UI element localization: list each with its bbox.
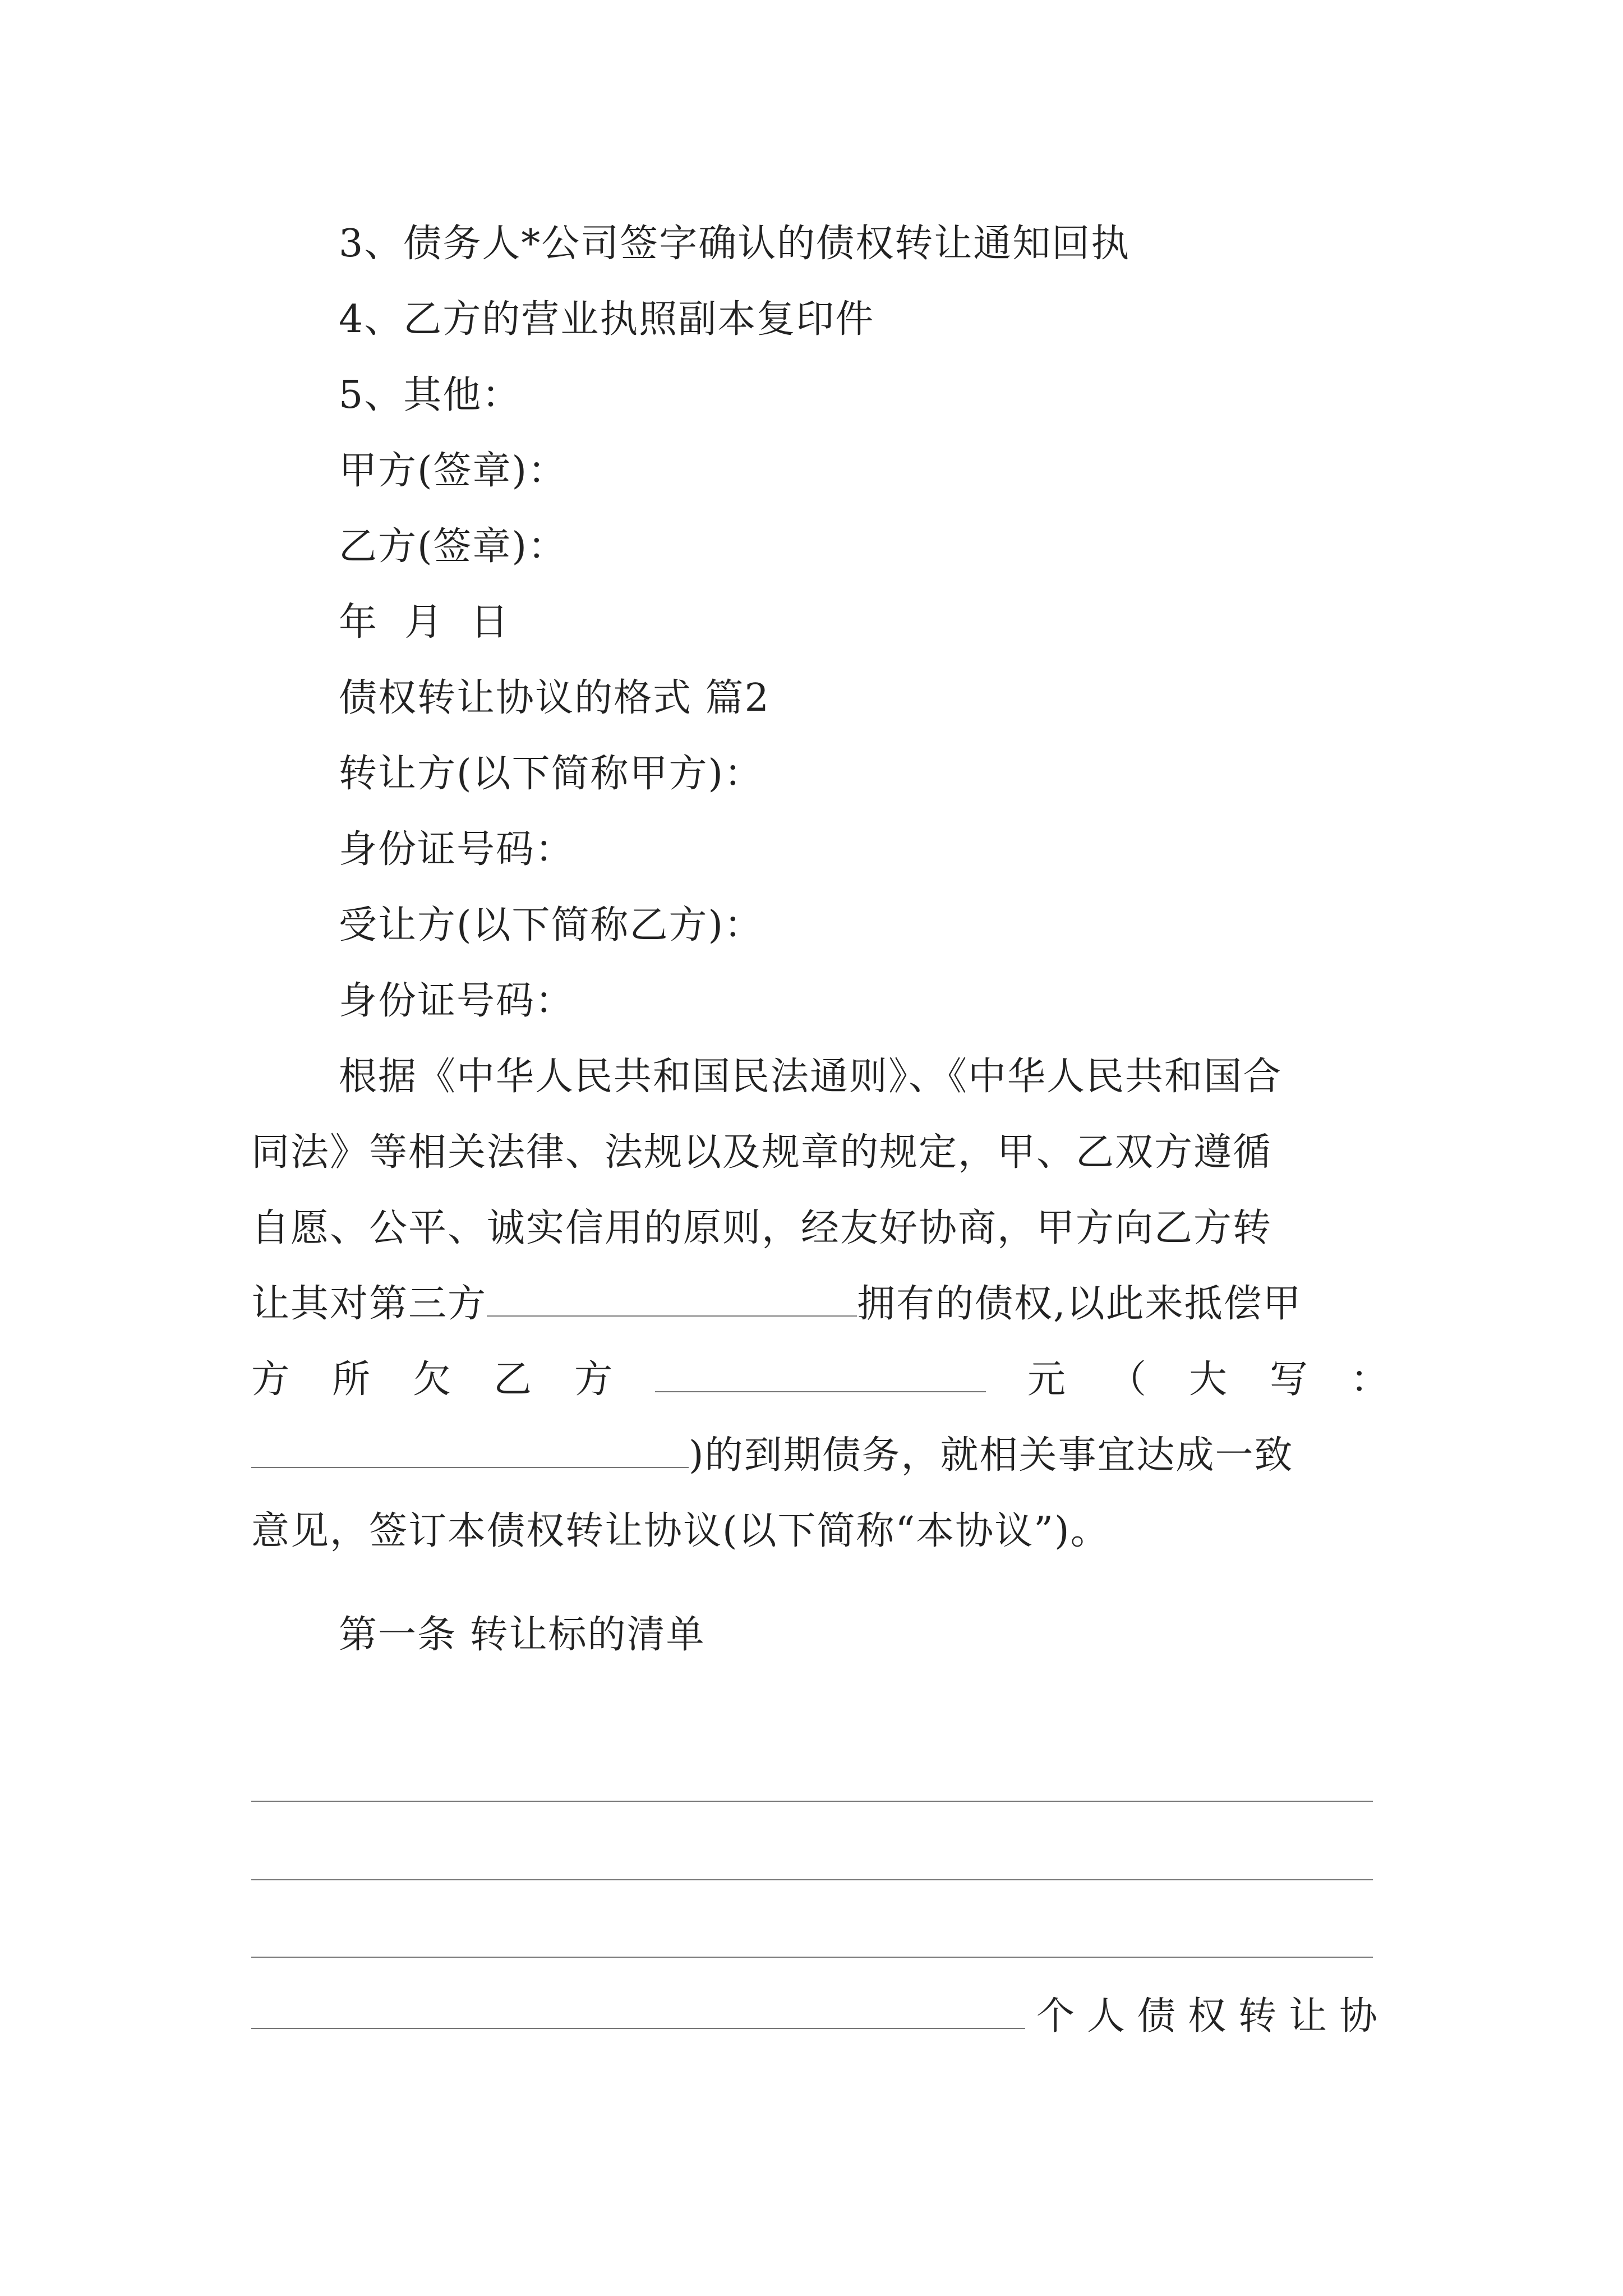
paragraph-line-5 xyxy=(251,1349,1390,1411)
justified-char: 写 xyxy=(1269,1358,1309,1402)
transferee-id-label: 身份证号码： xyxy=(339,979,575,1023)
attachment-item-5: 5、其他： xyxy=(339,373,522,417)
list-rule-3 xyxy=(251,1957,1373,1958)
paragraph-line-6-text: )的到期债务，就相关事宜达成一致 xyxy=(689,1433,1294,1478)
amount-blank[interactable] xyxy=(655,1359,986,1392)
justified-char: 大 xyxy=(1188,1358,1228,1402)
party-b-signature: 乙方(签章)： xyxy=(339,524,568,569)
justified-char: 方 xyxy=(251,1358,291,1402)
tail-text: 个人债权转让协 xyxy=(1036,1994,1390,2039)
tail-line xyxy=(251,1986,1390,2047)
justified-char: ： xyxy=(1350,1358,1390,1402)
justified-char: 所 xyxy=(332,1358,372,1402)
transferee-label: 受让方(以下简称乙方)： xyxy=(339,903,764,947)
paragraph-line-4 xyxy=(251,1273,1390,1335)
justified-char: 乙 xyxy=(494,1358,533,1402)
paragraph-line-2: 同法》等相关法律、法规以及规章的规定，甲、乙双方遵循 xyxy=(251,1130,1272,1175)
paragraph-line-1: 根据《中华人民共和国民法通则》、《中华人民共和国合 xyxy=(339,1055,1283,1099)
paragraph-line-4-text-b: 拥有的债权,以此来抵偿甲 xyxy=(857,1282,1302,1326)
section-title: 债权转让协议的格式 篇2 xyxy=(339,676,770,720)
paragraph-line-6 xyxy=(251,1425,1390,1487)
list-rule-2 xyxy=(251,1879,1373,1880)
paragraph-line-7: 意见，签订本债权转让协议(以下简称“本协议”)。 xyxy=(251,1509,1110,1553)
list-rule-1 xyxy=(251,1801,1373,1802)
justified-char: （ xyxy=(1108,1358,1147,1402)
justified-char: 欠 xyxy=(413,1358,453,1402)
paragraph-line-4-text-a: 让其对第三方 xyxy=(251,1282,487,1326)
transferor-id-label: 身份证号码： xyxy=(339,827,575,872)
tail-blank[interactable] xyxy=(251,1995,1025,2029)
attachment-item-3: 3、债务人*公司签字确认的债权转让通知回执 xyxy=(339,222,1131,266)
transferor-label: 转让方(以下简称甲方)： xyxy=(339,752,764,796)
justified-char: 元 xyxy=(1027,1358,1067,1402)
attachment-item-4: 4、乙方的营业执照副本复印件 xyxy=(339,297,875,342)
third-party-blank[interactable] xyxy=(487,1283,857,1317)
party-a-signature: 甲方(签章)： xyxy=(339,449,568,493)
justified-char: 方 xyxy=(574,1358,614,1402)
paragraph-line-3: 自愿、公平、诚实信用的原则，经友好协商，甲方向乙方转 xyxy=(251,1206,1272,1250)
date-line: 年 月 日 xyxy=(339,600,510,645)
article-1-heading: 第一条 转让标的清单 xyxy=(339,1613,706,1657)
amount-in-words-blank[interactable] xyxy=(251,1434,689,1468)
